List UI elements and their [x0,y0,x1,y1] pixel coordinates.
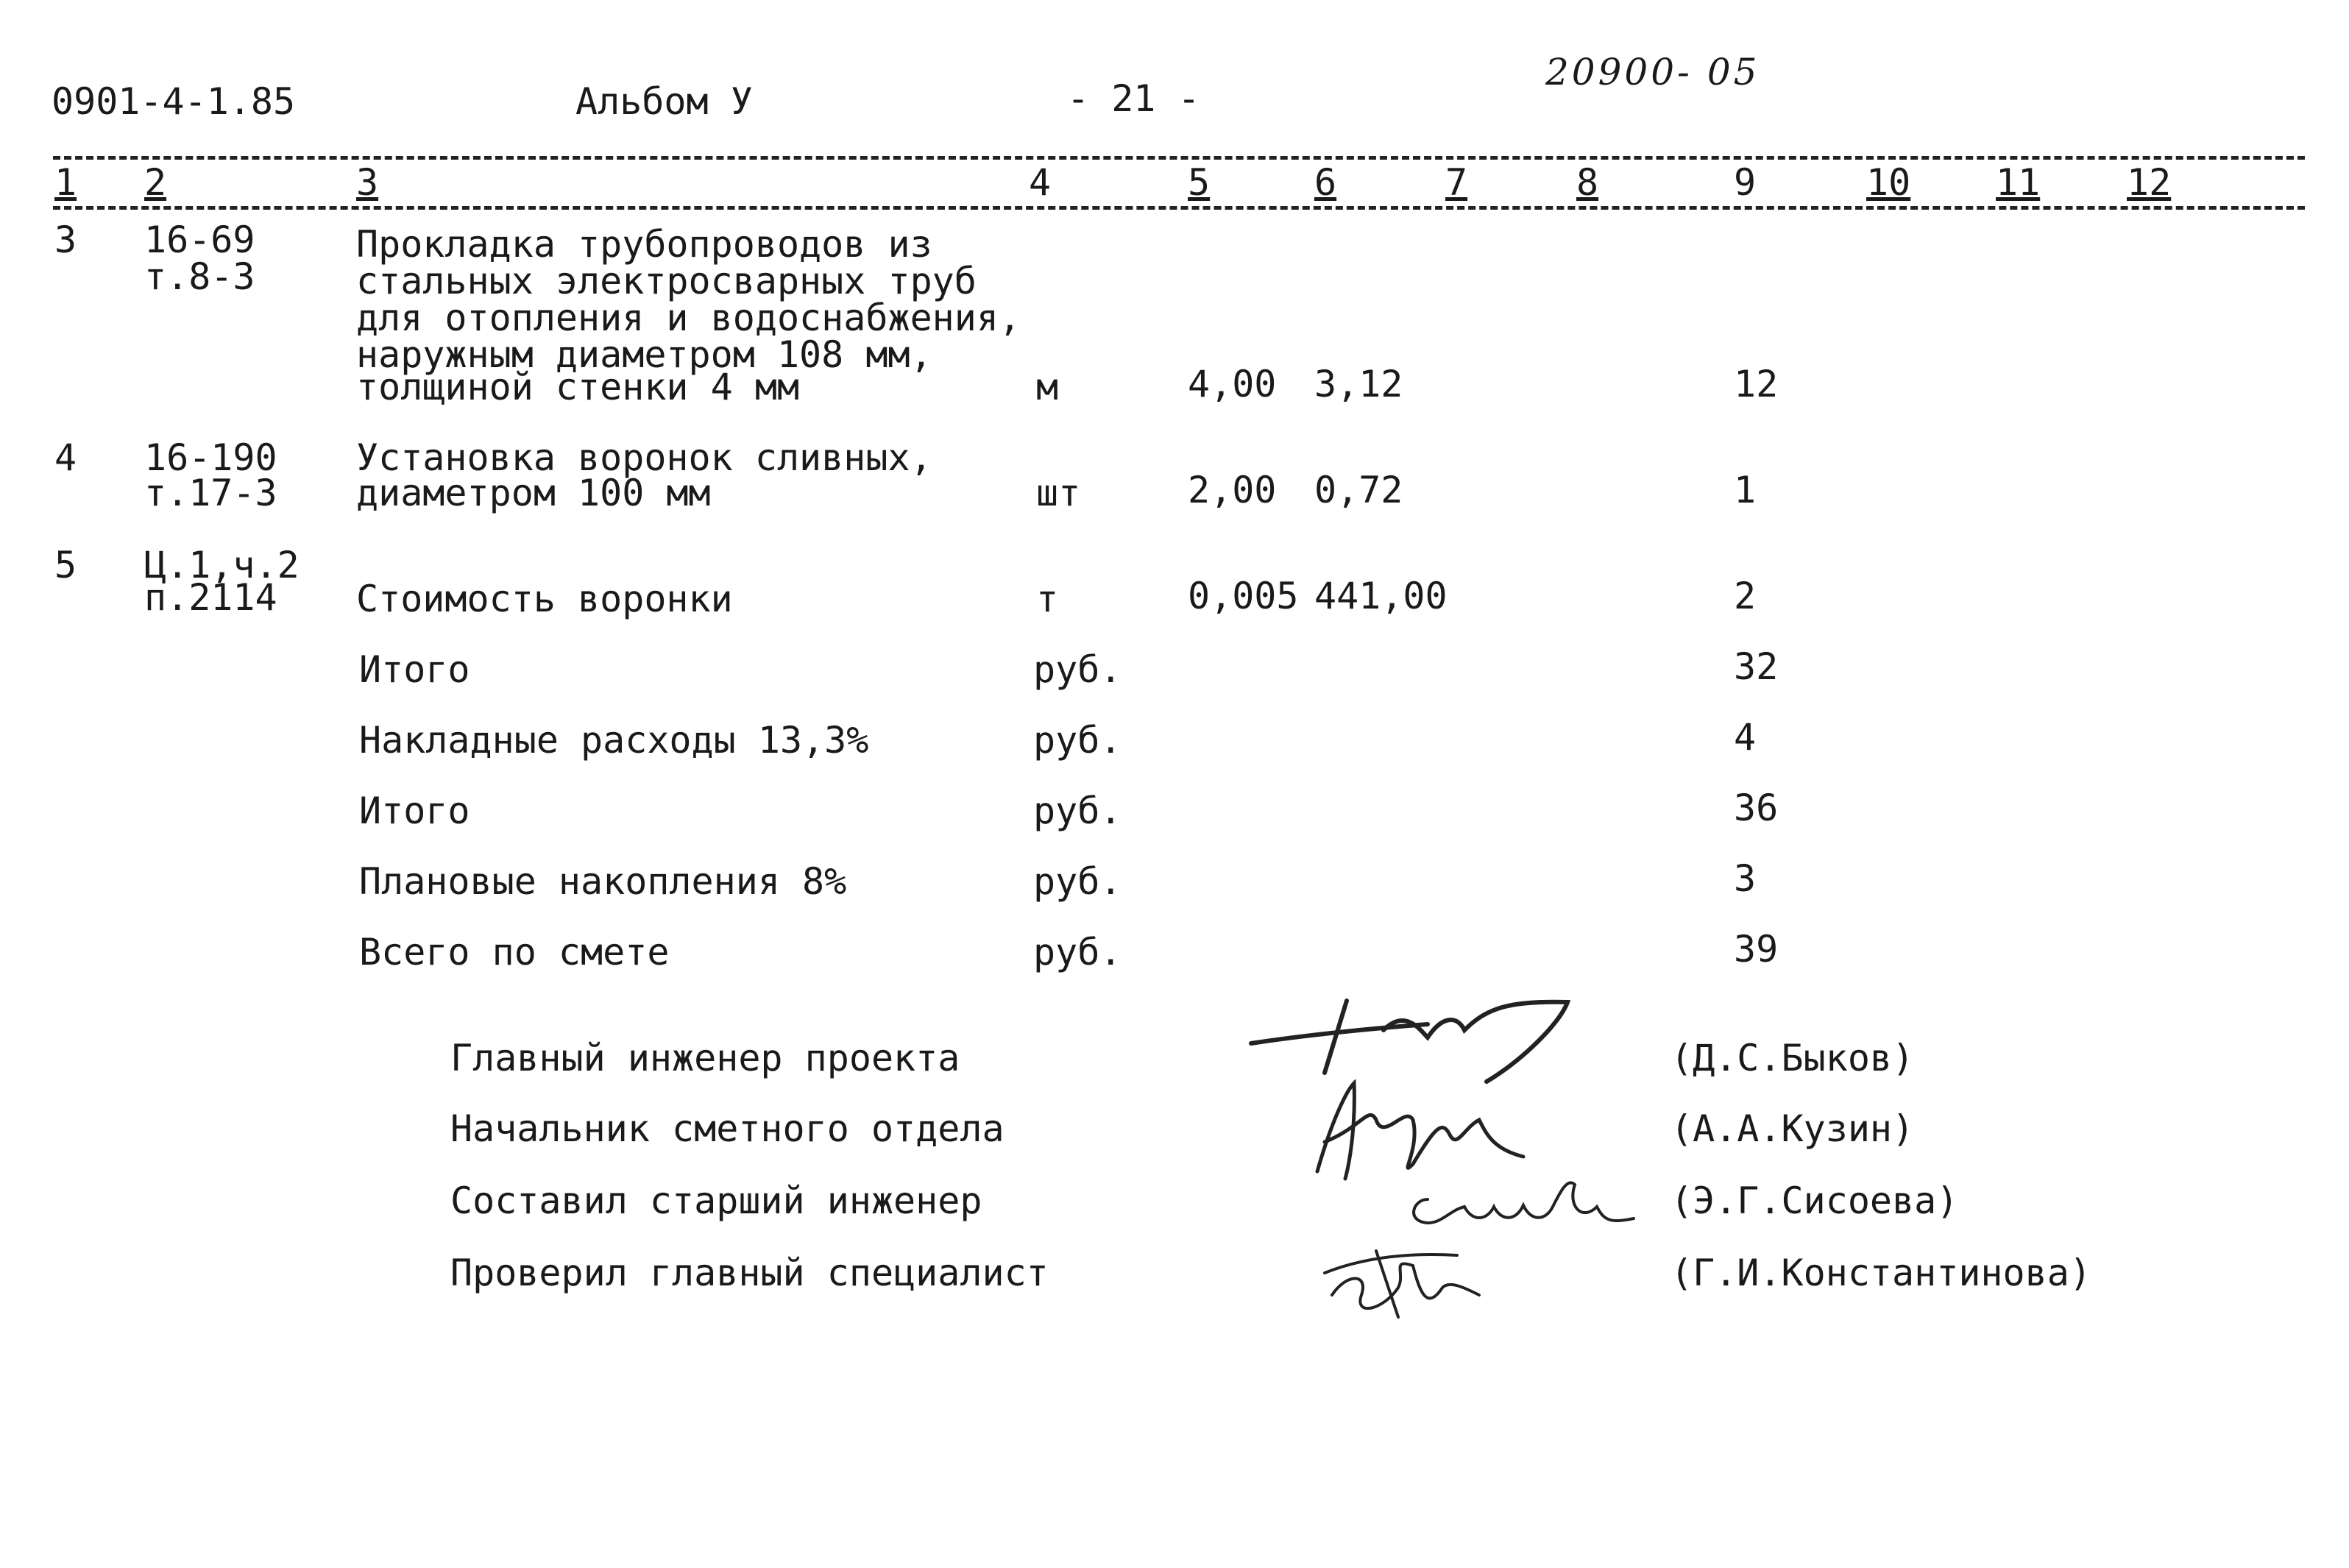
row-number: 3 [54,219,77,261]
column-number: 1 [54,161,77,204]
column-number: 3 [356,161,379,204]
row-price: 3,12 [1314,363,1403,405]
signature-konstantinova [1317,1244,1509,1324]
row-number: 5 [54,544,77,586]
row-description: для отопления и водоснабжения, [356,297,1021,339]
column-number: 10 [1866,161,1911,204]
row-total: 1 [1734,469,1757,511]
row-price: 0,72 [1314,469,1403,511]
row-description: Стоимость воронки [356,578,733,620]
row-unit: м [1036,366,1059,408]
signature-role: Проверил главный специалист [450,1252,1049,1294]
row-description: наружным диаметром 108 мм, [356,333,932,376]
signature-name: (А.А.Кузин) [1670,1107,1915,1150]
summary-label: Итого [359,790,470,832]
column-number: 8 [1576,161,1599,204]
row-code: 16-69 [144,219,255,261]
row-description: стальных электросварных труб [356,260,977,302]
summary-unit: руб. [1033,931,1122,973]
signature-role: Начальник сметного отдела [450,1107,1005,1150]
header-rule-bottom [53,206,2305,210]
row-unit: т [1036,578,1059,620]
row-description: Прокладка трубопроводов из [356,223,932,266]
column-number: 4 [1029,161,1052,204]
row-code: Ц.1,ч.2 [144,544,300,586]
row-unit: шт [1036,472,1081,514]
summary-label: Всего по смете [359,931,670,973]
row-code: т.17-3 [144,472,277,514]
signature-sisoeva [1398,1170,1641,1236]
row-number: 4 [54,436,77,479]
row-code: 16-190 [144,436,277,479]
summary-total: 39 [1734,928,1779,971]
row-description: Установка воронок сливных, [356,436,932,479]
column-number: 5 [1188,161,1211,204]
signature-role: Главный инженер проекта [450,1037,960,1079]
row-description: диаметром 100 мм [356,472,711,514]
album-title: Альбом У [575,80,753,123]
handwritten-number: 20900- 05 [1545,51,1760,93]
summary-unit: руб. [1033,648,1122,691]
summary-label: Итого [359,648,470,691]
summary-unit: руб. [1033,860,1122,903]
row-price: 441,00 [1314,575,1448,617]
summary-unit: руб. [1033,790,1122,832]
summary-total: 3 [1734,857,1757,900]
column-number: 9 [1734,161,1757,204]
document-code: 0901-4-1.85 [52,80,296,123]
summary-total: 36 [1734,787,1779,829]
row-description: толщиной стенки 4 мм [356,366,800,408]
column-number: 11 [1996,161,2041,204]
row-quantity: 2,00 [1188,469,1277,511]
signature-role: Составил старший инженер [450,1179,982,1222]
column-number: 12 [2127,161,2172,204]
summary-label: Накладные расходы 13,3% [359,719,869,762]
signature-name: (Д.С.Быков) [1670,1037,1915,1079]
header-rule-top [53,156,2305,160]
signature-name: (Г.И.Константинова) [1670,1252,2091,1294]
signature-name: (Э.Г.Сисоева) [1670,1179,1959,1222]
column-number: 6 [1314,161,1337,204]
summary-total: 4 [1734,716,1757,759]
row-total: 12 [1734,363,1779,405]
column-number: 2 [144,161,167,204]
summary-label: Плановые накопления 8% [359,860,847,903]
summary-total: 32 [1734,645,1779,688]
row-code: т.8-3 [144,255,255,298]
row-total: 2 [1734,575,1757,617]
page-number: - 21 - [1067,77,1200,120]
row-quantity: 4,00 [1188,363,1277,405]
summary-unit: руб. [1033,719,1122,762]
column-number: 7 [1445,161,1468,204]
row-quantity: 0,005 [1188,575,1299,617]
row-code: п.2114 [144,576,277,619]
signature-bykov [1244,986,1597,1089]
